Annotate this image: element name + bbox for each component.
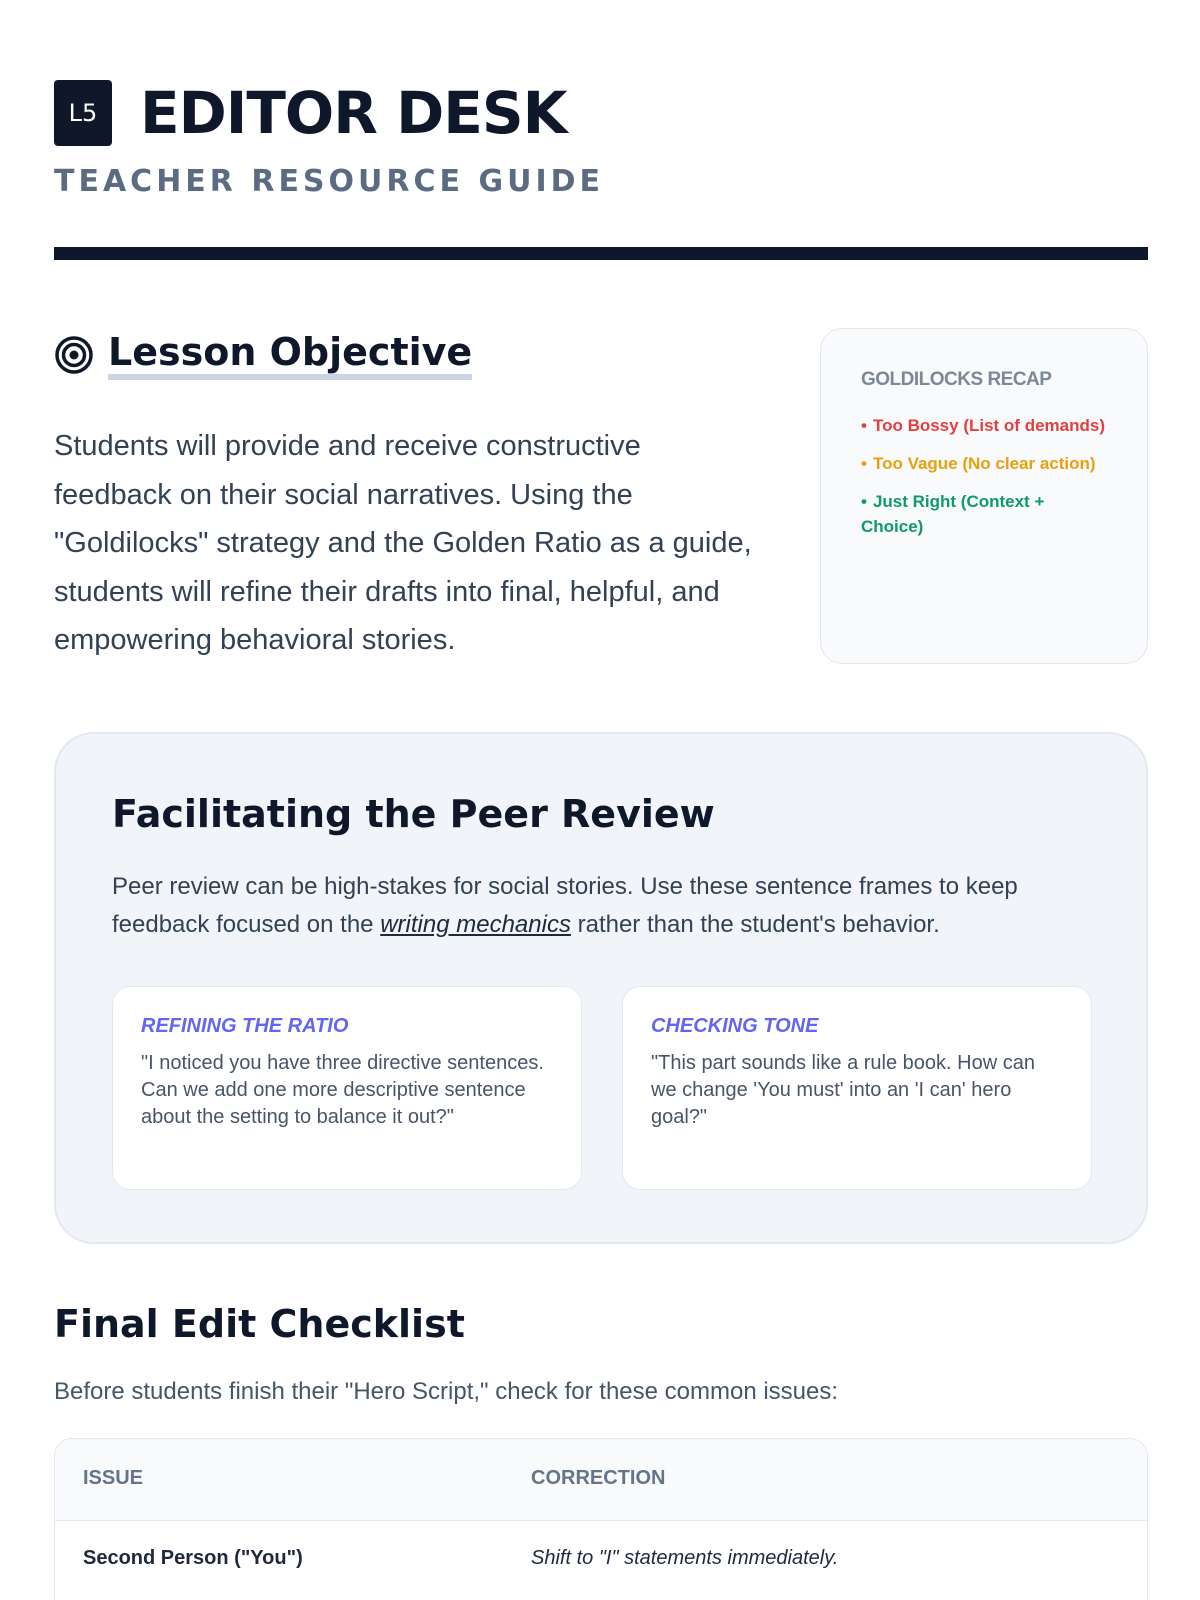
frame-text: "I noticed you have three directive sentences. Can we add one more descriptive sentence about the setting to balance it out?"	[141, 1052, 544, 1128]
lesson-badge: L5	[54, 80, 112, 146]
recap-item-too-bossy: • Too Bossy (List of demands)	[861, 416, 1105, 435]
objective-heading	[54, 330, 472, 380]
peer-review-title: Facilitating the Peer Review	[112, 792, 715, 836]
recap-item-just-right: • Just Right (Context + Choice)	[861, 492, 1045, 536]
column-header-issue: ISSUE	[83, 1467, 144, 1489]
peer-review-text: Peer review can be high-stakes for social stories. Use these sentence frames to keep feedback focused on the writing mechanics rather than the student's behavior.	[112, 873, 1018, 938]
recap-title: GOLDILOCKS RECAP	[861, 369, 1052, 390]
recap-item-too-vague: • Too Vague (No clear action)	[861, 454, 1096, 473]
checklist-table	[54, 1438, 1148, 1600]
frame-text: "This part sounds like a rule book. How can we change 'You must' into an 'I can' hero goal?"	[651, 1052, 1035, 1128]
target-icon	[54, 335, 94, 375]
sentence-frame-card	[112, 986, 582, 1190]
correction-cell: Shift to "I" statements immediately.	[531, 1547, 839, 1569]
column-header-correction: CORRECTION	[531, 1467, 666, 1489]
goldilocks-recap-card	[820, 328, 1148, 664]
emphasis-text: writing mechanics	[380, 911, 571, 938]
objective-text: Students will provide and receive constructive feedback on their social narratives. Using the "Goldilocks" strategy and the Golden Ratio as a guide, students will refine their drafts into final, helpful, and empowering behavioral stories.	[54, 430, 752, 656]
checklist-title: Final Edit Checklist	[54, 1302, 465, 1346]
checklist-intro: Before students finish their "Hero Script," check for these common issues:	[54, 1378, 839, 1405]
table-header	[55, 1439, 1147, 1521]
page-title: EDITOR DESK	[140, 79, 567, 147]
table-row	[55, 1521, 1147, 1600]
peer-review-panel	[54, 732, 1148, 1244]
frame-title: REFINING THE RATIO	[141, 1015, 349, 1037]
objective-title: Lesson Objective	[108, 330, 472, 380]
sentence-frame-card	[622, 986, 1092, 1190]
issue-cell: Second Person ("You")	[83, 1547, 303, 1569]
frame-title: CHECKING TONE	[651, 1015, 819, 1037]
page-subtitle: TEACHER RESOURCE GUIDE	[54, 164, 604, 199]
header-divider	[54, 247, 1148, 260]
